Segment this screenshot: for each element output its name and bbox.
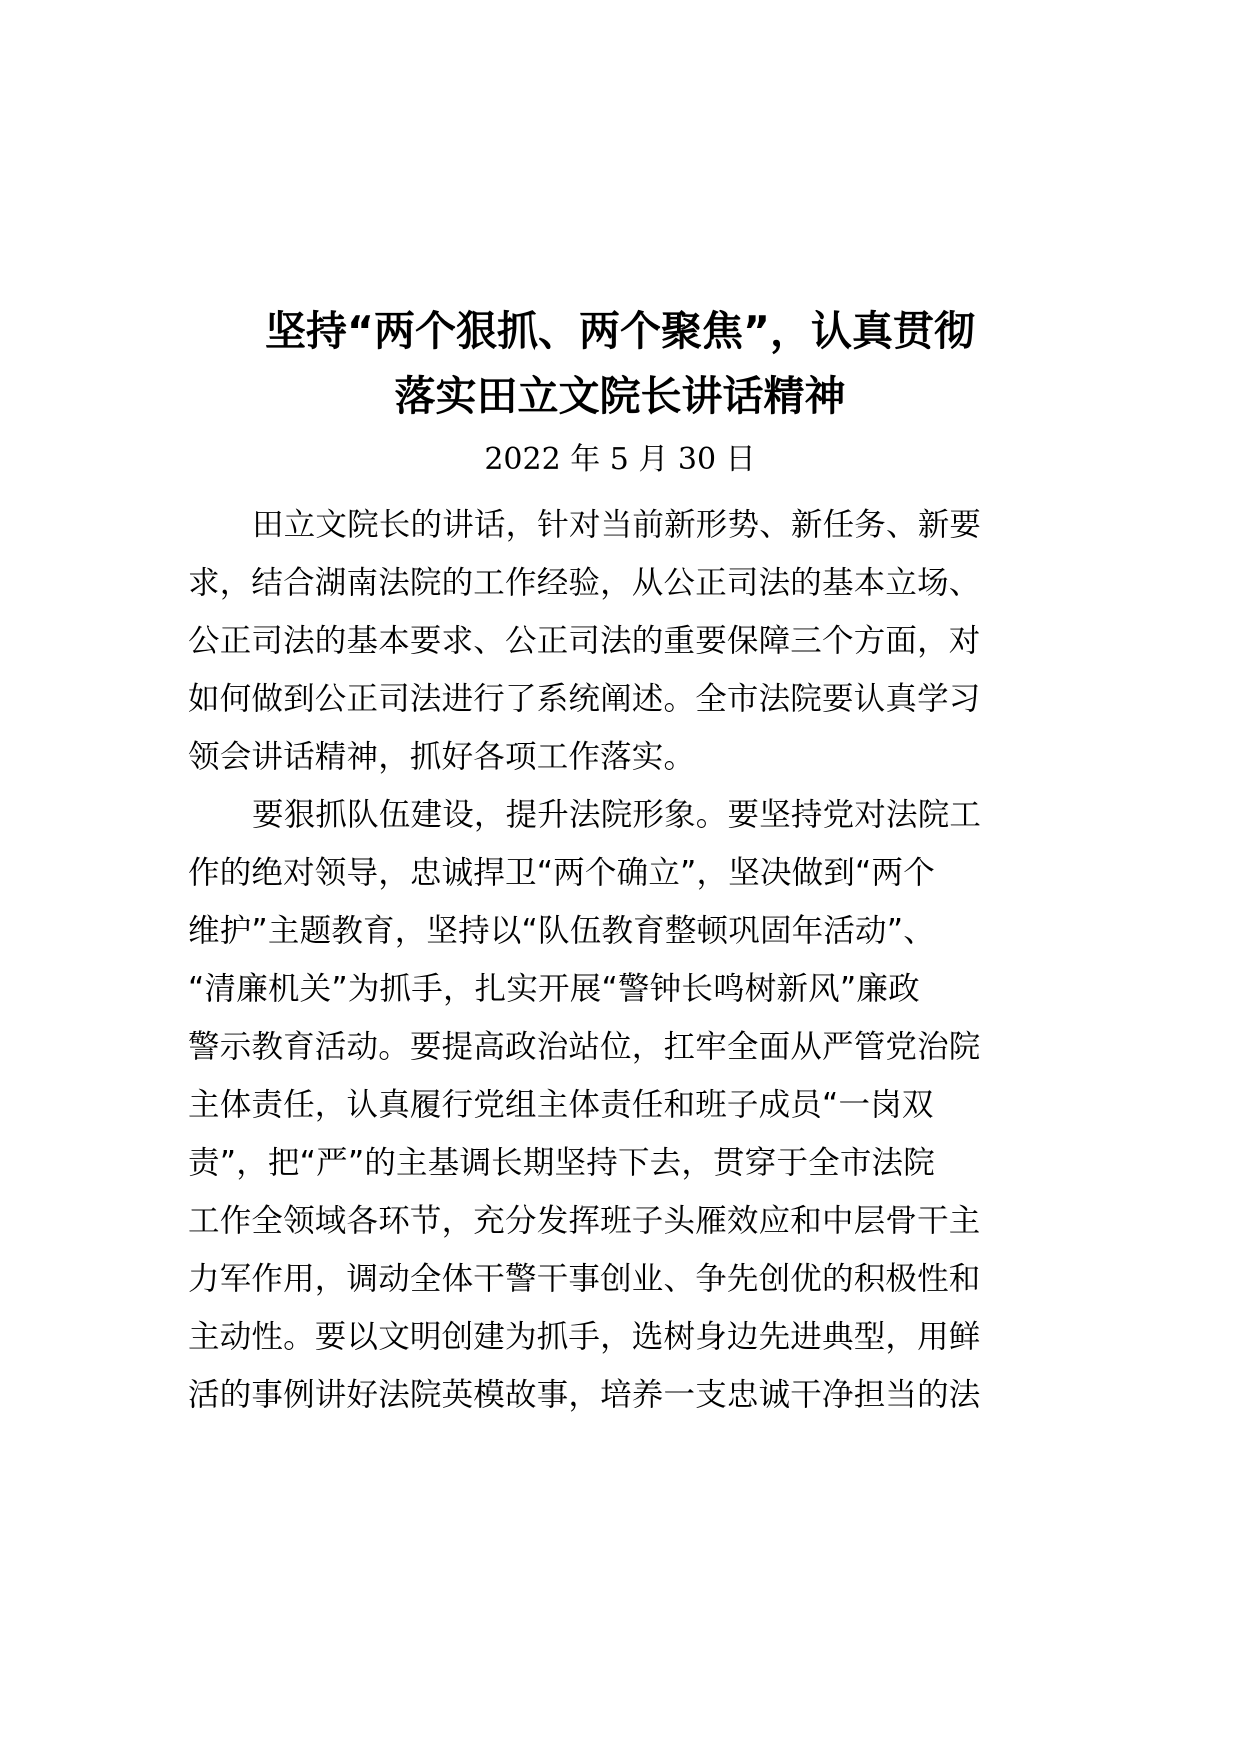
paragraph-line: 警示教育活动。要提高政治站位，扛牢全面从严管党治院 <box>188 1029 981 1065</box>
paragraph-line: 求，结合湖南法院的工作经验，从公正司法的基本立场、 <box>188 565 981 601</box>
paragraph-line: 主动性。要以文明创建为抓手，选树身边先进典型，用鲜 <box>188 1319 981 1355</box>
paragraph-line: 活的事例讲好法院英模故事，培养一支忠诚干净担当的法 <box>188 1377 981 1413</box>
paragraph-line: 作的绝对领导，忠诚捍卫“两个确立”，坚决做到“两个 <box>188 855 935 891</box>
paragraph-line: 主体责任，认真履行党组主体责任和班子成员“一岗双 <box>188 1087 934 1123</box>
document-date: 2022 年 5 月 30 日 <box>484 442 756 477</box>
paragraph-line: 公正司法的基本要求、公正司法的重要保障三个方面，对 <box>188 623 981 659</box>
document-title-line-2: 落实田立文院长讲话精神 <box>394 372 846 420</box>
paragraph-line: 如何做到公正司法进行了系统阐述。全市法院要认真学习 <box>188 681 981 717</box>
paragraph-line: 领会讲话精神，抓好各项工作落实。 <box>188 739 696 775</box>
paragraph-line: 要狠抓队伍建设，提升法院形象。要坚持党对法院工 <box>252 797 982 833</box>
paragraph-line: 田立文院长的讲话，针对当前新形势、新任务、新要 <box>252 507 982 543</box>
paragraph-line: “清廉机关”为抓手，扎实开展“警钟长鸣树新风”廉政 <box>188 971 920 1007</box>
document-title-line-1: 坚持“两个狠抓、两个聚焦”，认真贯彻 <box>265 307 975 355</box>
paragraph-line: 工作全领域各环节，充分发挥班子头雁效应和中层骨干主 <box>188 1203 981 1239</box>
paragraph-line: 责”，把“严”的主基调长期坚持下去，贯穿于全市法院 <box>188 1145 935 1181</box>
paragraph-line: 维护”主题教育，坚持以“队伍教育整顿巩固年活动”、 <box>188 913 935 949</box>
paragraph-line: 力军作用，调动全体干警干事创业、争先创优的积极性和 <box>188 1261 981 1297</box>
